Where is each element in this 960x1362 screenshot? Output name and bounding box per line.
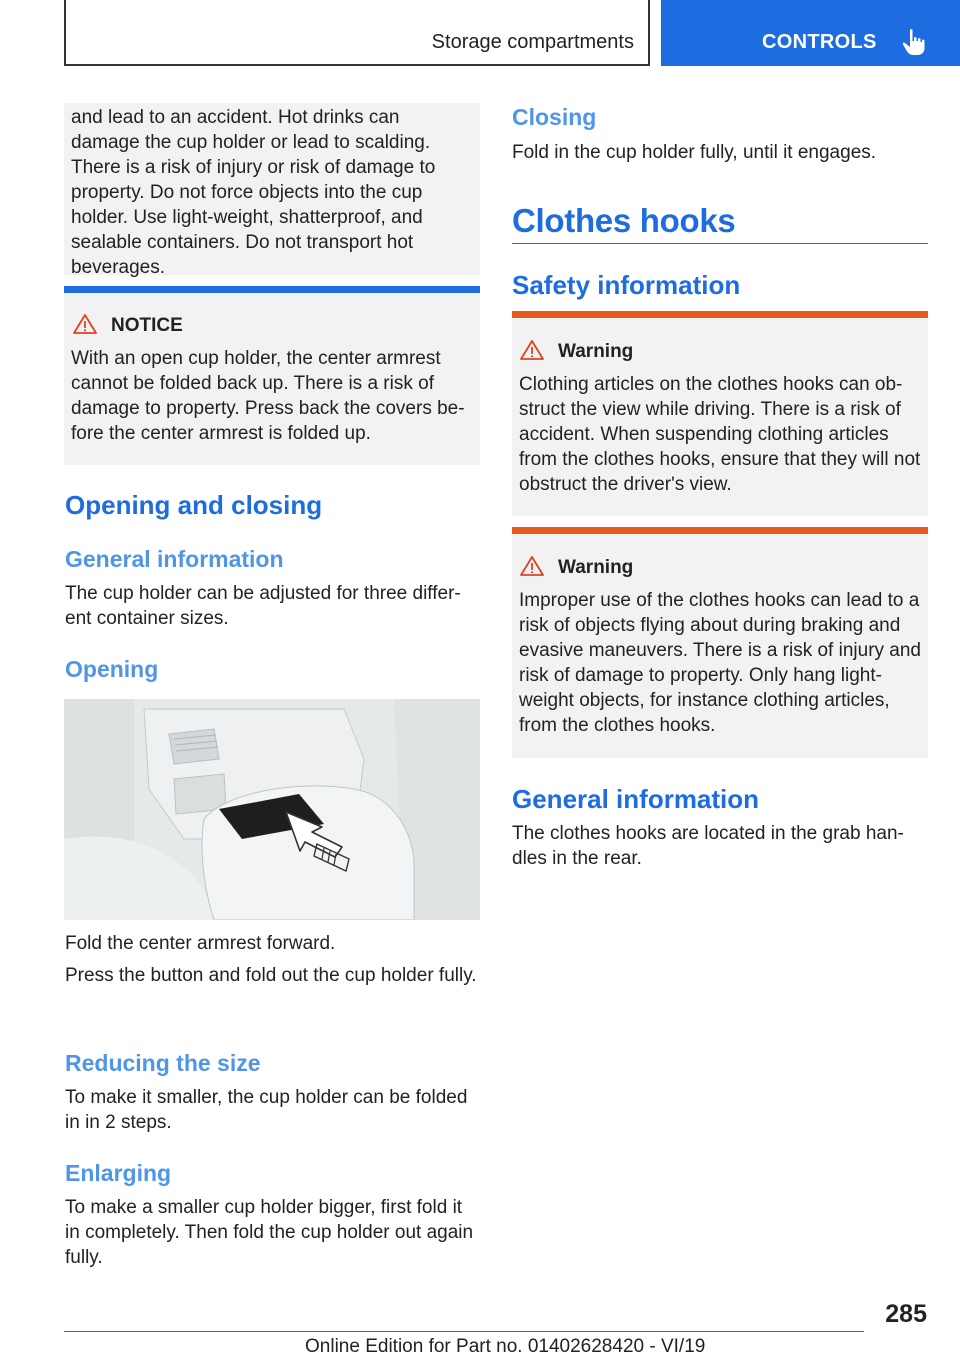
- page-number: 285: [885, 1300, 927, 1328]
- reducing-size-text: To make it smaller, the cup holder can be folded in in 2 steps.: [65, 1087, 468, 1133]
- warning-2-title: Warning: [558, 557, 634, 578]
- closing-text: Fold in the cup holder fully, until it engages.: [512, 142, 877, 163]
- opening-step-2: Press the button and fold out the cup holder fully.: [65, 965, 477, 986]
- warning-triangle-icon: [72, 313, 98, 335]
- footer-edition: Online Edition for Part no. 01402628420 - VI/19: [305, 1336, 706, 1357]
- header-chapter-tab: [661, 0, 960, 66]
- opening-heading: Opening: [65, 656, 159, 682]
- clothes-hooks-heading: Clothes hooks: [512, 202, 736, 239]
- opening-step-1: Fold the center armrest forward.: [65, 933, 336, 954]
- warning-continued-box: [64, 103, 480, 278]
- armrest-cup-holder-illustration: [64, 699, 480, 920]
- warning-1-bar: [512, 311, 928, 318]
- opening-and-closing-heading: Opening and closing: [65, 490, 323, 520]
- notice-bar: [64, 286, 480, 293]
- clothes-hooks-rule: [512, 243, 928, 244]
- header-section-title: Storage compartments: [431, 31, 634, 53]
- notice-title: NOTICE: [111, 315, 183, 336]
- warning-1-title: Warning: [558, 341, 634, 362]
- enlarging-text: To make a smaller cup holder bigger, first fold it in completely. Then fold the cup holder out again fully.: [65, 1197, 474, 1268]
- closing-heading: Closing: [512, 104, 597, 130]
- header-chapter-title: CONTROLS: [762, 31, 877, 53]
- warning-triangle-icon: [519, 555, 545, 577]
- pointing-hand-icon: [901, 28, 927, 56]
- header-section-tab: [64, 0, 650, 66]
- warning-1-text: Clothing articles on the clothes hooks can ob-struct the view while driving. There is a risk of accident. When suspending clothing articles from the clothes hooks, ensure that they will not obstruct the driver's view.: [519, 374, 921, 495]
- warning-triangle-icon: [519, 339, 545, 361]
- footer-rule: [64, 1331, 864, 1332]
- enlarging-heading: Enlarging: [65, 1160, 172, 1186]
- clothes-hooks-general-information-heading: General information: [512, 784, 760, 814]
- warning-2-bar: [512, 527, 928, 534]
- warning-2-text: Improper use of the clothes hooks can lead to a risk of objects flying about during braking and evasive maneuvers. There is a risk of injury and risk of damage to property. Only hang light-weight objects, for instance clothing articles, from the clothes hooks.: [519, 590, 921, 736]
- general-information-heading: General information: [65, 546, 284, 572]
- warning-continued-text: and lead to an accident. Hot drinks can damage the cup holder or lead to scalding. There is a risk of injury or risk of damage to property. Do not force objects into the cup holder. Use light-weight, shatterproof, and sealable containers. Do not transport hot beverages.: [71, 107, 436, 278]
- notice-text: With an open cup holder, the center armrest cannot be folded back up. There is a risk of damage to property. Press back the covers be-fore the center armrest is folded up.: [71, 348, 465, 444]
- general-information-text: The cup holder can be adjusted for three differ-ent container sizes.: [65, 583, 461, 629]
- safety-information-heading: Safety information: [512, 270, 741, 300]
- reducing-size-heading: Reducing the size: [65, 1050, 261, 1076]
- clothes-hooks-general-information-text: The clothes hooks are located in the grab han-dles in the rear.: [512, 823, 904, 869]
